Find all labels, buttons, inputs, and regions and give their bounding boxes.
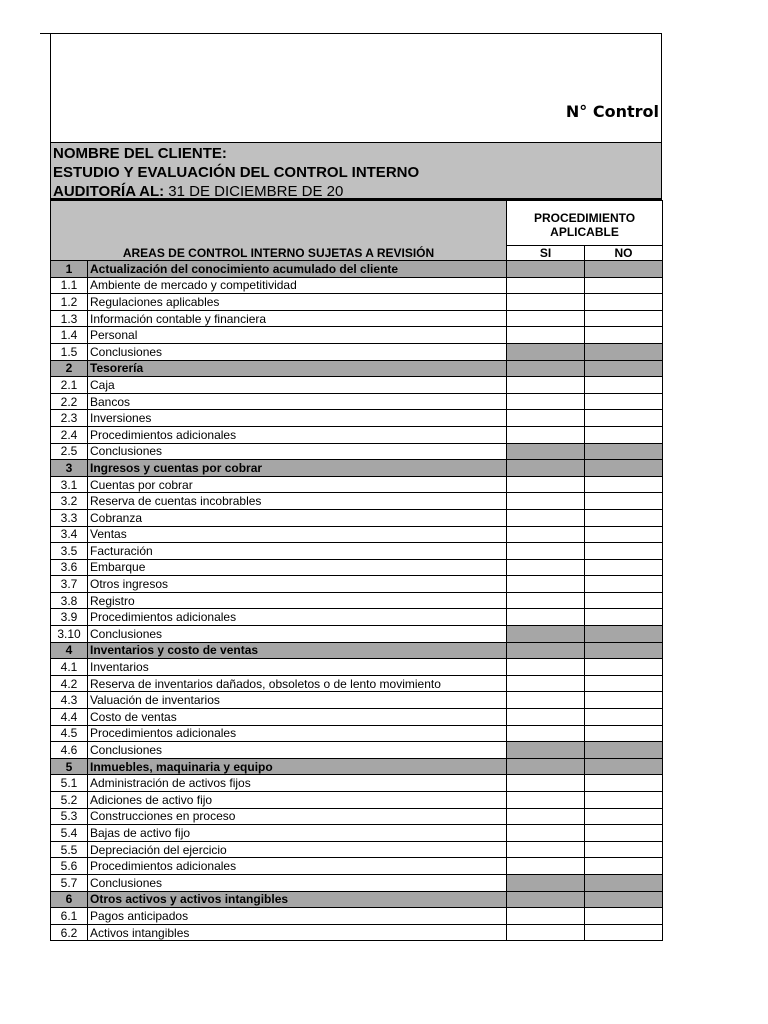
control-areas-table [50, 200, 663, 941]
si-cell[interactable] [507, 908, 585, 925]
si-cell[interactable] [507, 858, 585, 875]
row-label: Conclusiones [88, 626, 507, 643]
no-cell[interactable] [585, 393, 663, 410]
row-label: Reserva de cuentas incobrables [88, 493, 507, 510]
no-cell [585, 460, 663, 477]
row-label: Regulaciones aplicables [88, 294, 507, 311]
si-cell [507, 642, 585, 659]
row-number: 6.2 [51, 924, 88, 941]
row-number: 1.5 [51, 343, 88, 360]
row-number: 4.1 [51, 659, 88, 676]
row-label: Costo de ventas [88, 709, 507, 726]
table-row [51, 874, 663, 891]
row-label: Facturación [88, 543, 507, 560]
audit-sheet [50, 33, 662, 941]
row-number: 5.3 [51, 808, 88, 825]
si-cell[interactable] [507, 725, 585, 742]
si-cell[interactable] [507, 327, 585, 344]
row-label: Otros activos y activos intangibles [88, 891, 507, 908]
si-cell[interactable] [507, 808, 585, 825]
si-cell[interactable] [507, 410, 585, 427]
si-cell[interactable] [507, 476, 585, 493]
section-row [51, 360, 663, 377]
si-cell [507, 360, 585, 377]
row-number: 1.3 [51, 310, 88, 327]
row-label: Adiciones de activo fijo [88, 792, 507, 809]
row-label: Procedimientos adicionales [88, 858, 507, 875]
table-row [51, 526, 663, 543]
no-cell[interactable] [585, 294, 663, 311]
row-label: Procedimientos adicionales [88, 426, 507, 443]
si-cell[interactable] [507, 692, 585, 709]
si-cell[interactable] [507, 924, 585, 941]
row-number: 3.2 [51, 493, 88, 510]
row-label: Información contable y financiera [88, 310, 507, 327]
si-cell [507, 891, 585, 908]
table-row [51, 559, 663, 576]
si-cell [507, 626, 585, 643]
si-cell[interactable] [507, 675, 585, 692]
table-row [51, 659, 663, 676]
no-cell [585, 742, 663, 759]
section-row [51, 460, 663, 477]
row-label: Conclusiones [88, 443, 507, 460]
si-cell[interactable] [507, 559, 585, 576]
no-cell [585, 626, 663, 643]
no-cell[interactable] [585, 509, 663, 526]
row-label: Embarque [88, 559, 507, 576]
section-row [51, 891, 663, 908]
control-number-label: N° Control [565, 102, 659, 121]
table-row [51, 775, 663, 792]
table-row [51, 443, 663, 460]
no-cell[interactable] [585, 543, 663, 560]
si-cell[interactable] [507, 609, 585, 626]
no-cell[interactable] [585, 792, 663, 809]
row-label: Otros ingresos [88, 576, 507, 593]
no-cell[interactable] [585, 592, 663, 609]
title-block [50, 142, 662, 200]
table-row [51, 543, 663, 560]
no-cell[interactable] [585, 908, 663, 925]
row-number: 1.1 [51, 277, 88, 294]
row-number: 6.1 [51, 908, 88, 925]
table-row [51, 792, 663, 809]
table-row [51, 742, 663, 759]
no-cell[interactable] [585, 841, 663, 858]
table-row [51, 493, 663, 510]
table-row [51, 609, 663, 626]
no-cell[interactable] [585, 692, 663, 709]
row-number: 5.6 [51, 858, 88, 875]
table-row [51, 576, 663, 593]
si-cell [507, 460, 585, 477]
table-row [51, 841, 663, 858]
table-row [51, 410, 663, 427]
si-cell [507, 758, 585, 775]
si-cell [507, 261, 585, 278]
si-cell[interactable] [507, 377, 585, 394]
table-row [51, 924, 663, 941]
no-cell [585, 343, 663, 360]
table-row [51, 327, 663, 344]
row-label: Inventarios [88, 659, 507, 676]
row-label: Reserva de inventarios dañados, obsoletos o de lento movimiento [88, 675, 507, 692]
table-row [51, 310, 663, 327]
si-cell [507, 443, 585, 460]
procedure-header: PROCEDIMIENTO APLICABLE [533, 211, 636, 239]
si-cell [507, 742, 585, 759]
table-row [51, 509, 663, 526]
si-cell[interactable] [507, 659, 585, 676]
audit-date-line [53, 182, 659, 201]
no-cell [585, 360, 663, 377]
row-number: 4.5 [51, 725, 88, 742]
no-cell [585, 642, 663, 659]
row-number: 2.5 [51, 443, 88, 460]
section-row [51, 261, 663, 278]
si-cell[interactable] [507, 526, 585, 543]
procedure-header-cell [507, 201, 663, 246]
row-label: Valuación de inventarios [88, 692, 507, 709]
row-label: Pagos anticipados [88, 908, 507, 925]
table-row [51, 808, 663, 825]
no-cell[interactable] [585, 493, 663, 510]
row-label: Tesorería [88, 360, 507, 377]
row-number: 5.1 [51, 775, 88, 792]
table-row [51, 426, 663, 443]
audit-label: AUDITORÍA AL: [53, 183, 165, 200]
table-row [51, 709, 663, 726]
row-number: 1.4 [51, 327, 88, 344]
row-number: 3 [51, 460, 88, 477]
row-number: 6 [51, 891, 88, 908]
row-label: Depreciación del ejercicio [88, 841, 507, 858]
row-label: Inventarios y costo de ventas [88, 642, 507, 659]
row-number: 2.4 [51, 426, 88, 443]
row-number: 1 [51, 261, 88, 278]
row-number: 3.1 [51, 476, 88, 493]
no-cell[interactable] [585, 559, 663, 576]
no-cell[interactable] [585, 410, 663, 427]
table-row [51, 825, 663, 842]
si-cell[interactable] [507, 426, 585, 443]
no-cell[interactable] [585, 310, 663, 327]
row-label: Caja [88, 377, 507, 394]
row-label: Registro [88, 592, 507, 609]
row-number: 4.6 [51, 742, 88, 759]
row-number: 4.2 [51, 675, 88, 692]
table-row [51, 858, 663, 875]
row-number: 2 [51, 360, 88, 377]
row-number: 2.3 [51, 410, 88, 427]
row-label: Procedimientos adicionales [88, 609, 507, 626]
si-cell[interactable] [507, 709, 585, 726]
no-cell[interactable] [585, 808, 663, 825]
table-header-row [51, 201, 663, 246]
row-number: 5.4 [51, 825, 88, 842]
no-cell[interactable] [585, 277, 663, 294]
no-cell[interactable] [585, 476, 663, 493]
row-number: 5.7 [51, 874, 88, 891]
no-cell[interactable] [585, 526, 663, 543]
no-cell [585, 874, 663, 891]
no-cell [585, 758, 663, 775]
si-cell[interactable] [507, 493, 585, 510]
si-cell [507, 343, 585, 360]
no-cell[interactable] [585, 426, 663, 443]
areas-header: AREAS DE CONTROL INTERNO SUJETAS A REVISIÓN [122, 246, 435, 260]
si-cell[interactable] [507, 277, 585, 294]
no-cell[interactable] [585, 659, 663, 676]
row-number: 2.1 [51, 377, 88, 394]
no-cell[interactable] [585, 576, 663, 593]
row-number: 3.6 [51, 559, 88, 576]
row-number: 1.2 [51, 294, 88, 311]
row-number: 3.7 [51, 576, 88, 593]
si-cell[interactable] [507, 792, 585, 809]
row-label: Inmuebles, maquinaria y equipo [88, 758, 507, 775]
row-label: Construcciones en proceso [88, 808, 507, 825]
table-row [51, 675, 663, 692]
row-label: Ingresos y cuentas por cobrar [88, 460, 507, 477]
table-row [51, 476, 663, 493]
table-row [51, 908, 663, 925]
no-cell[interactable] [585, 609, 663, 626]
table-row [51, 592, 663, 609]
row-number: 4 [51, 642, 88, 659]
table-row [51, 725, 663, 742]
row-number: 3.8 [51, 592, 88, 609]
no-header: NO [585, 246, 663, 261]
row-number: 4.3 [51, 692, 88, 709]
no-cell[interactable] [585, 675, 663, 692]
si-cell[interactable] [507, 825, 585, 842]
si-cell[interactable] [507, 294, 585, 311]
row-label: Actualización del conocimiento acumulado del cliente [88, 261, 507, 278]
no-cell[interactable] [585, 725, 663, 742]
si-header: SI [507, 246, 585, 261]
header-box [50, 33, 662, 142]
table-row [51, 377, 663, 394]
no-cell[interactable] [585, 825, 663, 842]
section-row [51, 758, 663, 775]
row-number: 4.4 [51, 709, 88, 726]
si-cell[interactable] [507, 393, 585, 410]
row-label: Ventas [88, 526, 507, 543]
si-cell[interactable] [507, 509, 585, 526]
areas-header-cell [51, 201, 507, 261]
no-cell[interactable] [585, 858, 663, 875]
table-row [51, 343, 663, 360]
si-cell[interactable] [507, 576, 585, 593]
no-cell[interactable] [585, 377, 663, 394]
row-label: Bajas de activo fijo [88, 825, 507, 842]
row-label: Conclusiones [88, 742, 507, 759]
no-cell [585, 261, 663, 278]
row-number: 3.3 [51, 509, 88, 526]
row-label: Ambiente de mercado y competitividad [88, 277, 507, 294]
row-label: Cuentas por cobrar [88, 476, 507, 493]
row-label: Conclusiones [88, 343, 507, 360]
no-cell[interactable] [585, 327, 663, 344]
table-row [51, 294, 663, 311]
row-label: Conclusiones [88, 874, 507, 891]
si-cell[interactable] [507, 841, 585, 858]
no-cell[interactable] [585, 775, 663, 792]
row-number: 3.9 [51, 609, 88, 626]
no-cell[interactable] [585, 924, 663, 941]
row-number: 5.5 [51, 841, 88, 858]
row-label: Bancos [88, 393, 507, 410]
row-number: 5 [51, 758, 88, 775]
si-cell [507, 874, 585, 891]
row-number: 3.4 [51, 526, 88, 543]
no-cell[interactable] [585, 709, 663, 726]
table-row [51, 626, 663, 643]
row-label: Inversiones [88, 410, 507, 427]
section-row [51, 642, 663, 659]
study-title: ESTUDIO Y EVALUACIÓN DEL CONTROL INTERNO [53, 164, 420, 181]
si-cell[interactable] [507, 543, 585, 560]
row-label: Activos intangibles [88, 924, 507, 941]
no-cell [585, 443, 663, 460]
row-number: 5.2 [51, 792, 88, 809]
row-number: 2.2 [51, 393, 88, 410]
no-cell [585, 891, 663, 908]
row-label: Cobranza [88, 509, 507, 526]
client-name-label: NOMBRE DEL CLIENTE: [53, 145, 227, 162]
table-row [51, 692, 663, 709]
row-label: Procedimientos adicionales [88, 725, 507, 742]
row-number: 3.10 [51, 626, 88, 643]
audit-date: 31 DE DICIEMBRE DE 20___ [168, 183, 369, 200]
table-row [51, 393, 663, 410]
row-number: 3.5 [51, 543, 88, 560]
si-cell[interactable] [507, 775, 585, 792]
si-cell[interactable] [507, 310, 585, 327]
si-cell[interactable] [507, 592, 585, 609]
row-label: Personal [88, 327, 507, 344]
row-label: Administración de activos fijos [88, 775, 507, 792]
table-row [51, 277, 663, 294]
